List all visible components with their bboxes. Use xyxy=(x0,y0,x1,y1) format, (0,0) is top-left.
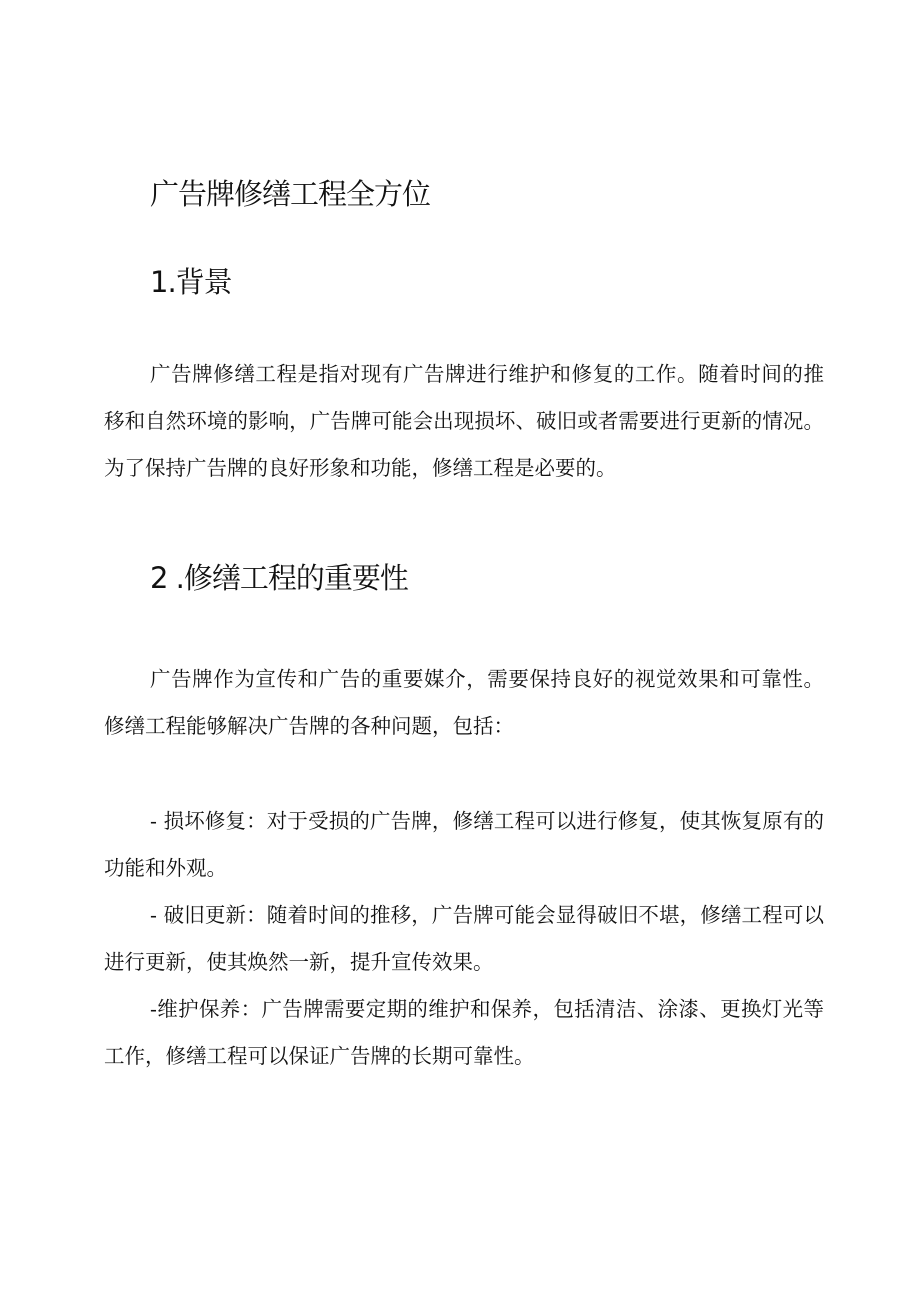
list-item-maintenance: -维护保养：广告牌需要定期的维护和保养，包括清洁、涂漆、更换灯光等工作，修缮工程可以保证广告牌的长期可靠性。 xyxy=(104,997,824,1068)
list-item-damage-repair: - 损坏修复：对于受损的广告牌，修缮工程可以进行修复，使其恢复原有的功能和外观。 xyxy=(104,809,824,880)
importance-list xyxy=(104,798,824,1080)
section-heading-background: 1.背景 xyxy=(150,265,232,299)
list-item-renewal: - 破旧更新：随着时间的推移，广告牌可能会显得破旧不堪，修缮工程可以进行更新，使其焕然一新，提升宣传效果。 xyxy=(104,903,824,974)
document-title: 广告牌修缮工程全方位 xyxy=(150,177,431,211)
section-paragraph-importance: 广告牌作为宣传和广告的重要媒介，需要保持良好的视觉效果和可靠性。修缮工程能够解决广告牌的各种问题，包括： xyxy=(104,667,824,738)
section-heading-importance: 2 .修缮工程的重要性 xyxy=(150,561,408,595)
section-paragraph-background: 广告牌修缮工程是指对现有广告牌进行维护和修复的工作。随着时间的推移和自然环境的影响，广告牌可能会出现损坏、破旧或者需要进行更新的情况。为了保持广告牌的良好形象和功能，修缮工程是必要的。 xyxy=(104,362,824,480)
